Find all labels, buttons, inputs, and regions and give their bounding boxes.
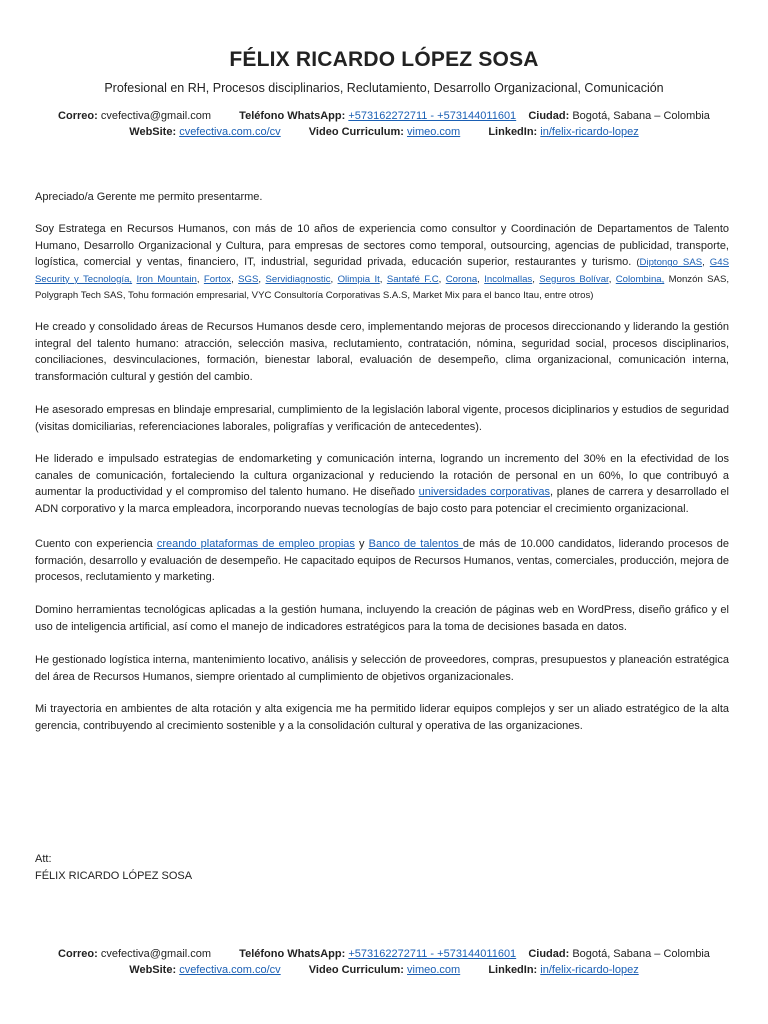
email-label: Correo: xyxy=(58,948,98,960)
signature-name: FÉLIX RICARDO LÓPEZ SOSA xyxy=(35,870,193,882)
paragraph-1-text: Soy Estratega en Recursos Humanos, con más de 10 años de experiencia como consultor y Coordinación de Departamentos de Talento Humano, Desarrollo Organizacional y Cultura, para empresas de sectores como temporal, outsourcing, agencias de publicidad, transporte, logística, comercial y ventas, financiero, IT, industrial, seguridad privada, educación superior, restaurantes y turismo. xyxy=(35,223,729,269)
website-link[interactable]: cvefectiva.com.co/cv xyxy=(179,964,281,976)
contact-block-bottom xyxy=(0,946,768,978)
client-link[interactable]: Olimpia It xyxy=(337,273,380,285)
paragraph-experience xyxy=(35,221,729,304)
client-link[interactable]: Seguros Bolívar xyxy=(539,273,609,285)
city-value: Bogotá, Sabana – Colombia xyxy=(572,110,710,122)
contact-row-2 xyxy=(0,124,768,140)
city-value: Bogotá, Sabana – Colombia xyxy=(572,948,710,960)
talent-bank-link[interactable]: Banco de talentos xyxy=(368,538,463,550)
paragraph-platforms: Cuento con experiencia creando plataformas de empleo propias y Banco de talentos de más de 10.000 candidatos, liderando procesos de formación, desarrollo y evaluación de desempeño. He capacitado equipos de Recursos Humanos, ventas, comerciales, producción, mejora de procesos, reclutamiento y marketing. xyxy=(35,538,729,584)
city-label: Ciudad: xyxy=(528,948,570,960)
contact-row-2 xyxy=(0,962,768,978)
contact-block-top xyxy=(0,108,768,140)
client-link[interactable]: Incolmallas xyxy=(484,273,533,285)
email-value: cvefectiva@gmail.com xyxy=(100,948,212,960)
paragraph-endomarketing: He liderado e impulsado estrategias de endomarketing y comunicación interna, logrando un incremento del 30% en la efectividad de los canales de comunicación, fortaleciendo la cultura organizacional y reduciendo la rotación de personal en un 60%, lo que contribuyó a aumentar la productividad y el compromiso del talento humano. He diseñado universidades corporativas, planes de carrera y desarrollado el ADN corporativo y la marca empleadora, incorporando nuevas tecnologías de bajo costo para potenciar el crecimiento organizacional. xyxy=(35,453,729,515)
linkedin-link[interactable]: in/felix-ricardo-lopez xyxy=(540,126,639,138)
city-label: Ciudad: xyxy=(528,110,570,122)
client-link[interactable]: G4S Security y Tecnología, xyxy=(35,257,729,285)
linkedin-label: LinkedIn: xyxy=(488,964,538,976)
client-link[interactable]: Iron Mountain xyxy=(136,273,197,285)
contact-row-1 xyxy=(0,946,768,962)
contact-row-1 xyxy=(0,108,768,124)
signature-block xyxy=(35,851,192,885)
website-label: WebSite: xyxy=(129,964,177,976)
paragraph-advisory: He asesorado empresas en blindaje empresarial, cumplimiento de la legislación laboral vigente, procesos diciplinarios y estudios de seguridad (visitas domiciliarias, referenciaciones laborales, poligrafías y verificación de antecedentes). xyxy=(35,404,729,433)
email-value: cvefectiva@gmail.com xyxy=(100,110,212,122)
client-link[interactable]: Santafé F.C xyxy=(386,273,439,285)
paragraph-tools: Domino herramientas tecnológicas aplicadas a la gestión humana, incluyendo la creación de páginas web en WordPress, diseño gráfico y el uso de inteligencia artificial, así como el manejo de indicadores estratégicos para la toma de decisiones basada en datos. xyxy=(35,604,729,633)
video-label: Video Curriculum: xyxy=(308,964,404,976)
phone-label: Teléfono WhatsApp: xyxy=(239,948,346,960)
candidate-name: FÉLIX RICARDO LÓPEZ SOSA xyxy=(229,48,539,71)
linkedin-link[interactable]: in/felix-ricardo-lopez xyxy=(540,964,639,976)
client-link[interactable]: Diptongo SAS xyxy=(639,257,703,269)
job-platforms-link[interactable]: creando plataformas de empleo propias xyxy=(156,538,355,550)
client-link[interactable]: Fortox xyxy=(203,273,232,285)
phone-link[interactable]: +573162272711 - +573144011601 xyxy=(348,110,517,122)
paragraph-hr-areas: He creado y consolidado áreas de Recursos Humanos desde cero, implementando mejoras de procesos direccionando y liderando la gestión integral del talento humano: atracción, selección masiva, reclutamiento, contratación, nómina, seguridad social, procesos disciplinarios, conciliaciones, desvinculaciones, formación, bienestar laboral, evaluación de desempeño, clima organizacional, comunicación interna, transformación cultural y gestión del cambio. xyxy=(35,321,729,383)
universities-link[interactable]: universidades corporativas xyxy=(418,486,551,499)
video-link[interactable]: vimeo.com xyxy=(407,964,461,976)
paragraph-trajectory: Mi trayectoria en ambientes de alta rotación y alta exigencia me ha permitido liderar equipos complejos y ser un aliado estratégico de la alta gerencia, contribuyendo al crecimiento sostenible y a la consolidación cultural y operativa de las organizaciones. xyxy=(35,703,729,732)
client-link[interactable]: SGS xyxy=(238,273,259,285)
client-list: (Diptongo SAS, G4S Security y Tecnología, Iron Mountain, Fortox, SGS, Servidiagnostic, Olimpia It, Santafé F.C, Corona, Incolmallas, Seguros Bolívar, Colombina, Monzón SAS, Polygraph Tech SAS, Tohu formación empresarial, VYC Consultoría Corporativas S.A.S, Market Mix para el banco Itau, entre otros) xyxy=(35,257,730,302)
phone-link[interactable]: +573162272711 - +573144011601 xyxy=(348,948,517,960)
phone-label: Teléfono WhatsApp: xyxy=(239,110,346,122)
website-label: WebSite: xyxy=(129,126,177,138)
greeting: Apreciado/a Gerente me permito presentarme. xyxy=(35,191,263,203)
client-link[interactable]: Colombina, xyxy=(615,273,665,285)
signature-att: Att: xyxy=(35,853,52,865)
website-link[interactable]: cvefectiva.com.co/cv xyxy=(179,126,281,138)
video-label: Video Curriculum: xyxy=(308,126,404,138)
client-link[interactable]: Servidiagnostic xyxy=(265,273,331,285)
client-link[interactable]: Corona xyxy=(445,273,478,285)
professional-subtitle: Profesional en RH, Procesos disciplinarios, Reclutamiento, Desarrollo Organizacional, Comunicación xyxy=(104,81,664,95)
paragraph-logistics: He gestionado logística interna, mantenimiento locativo, análisis y selección de proveedores, compras, presupuestos y planeación estratégica del área de Recursos Humanos, siempre orientado al cumplimiento de objetivos organizacionales. xyxy=(35,654,729,683)
email-label: Correo: xyxy=(58,110,98,122)
linkedin-label: LinkedIn: xyxy=(488,126,538,138)
video-link[interactable]: vimeo.com xyxy=(407,126,461,138)
